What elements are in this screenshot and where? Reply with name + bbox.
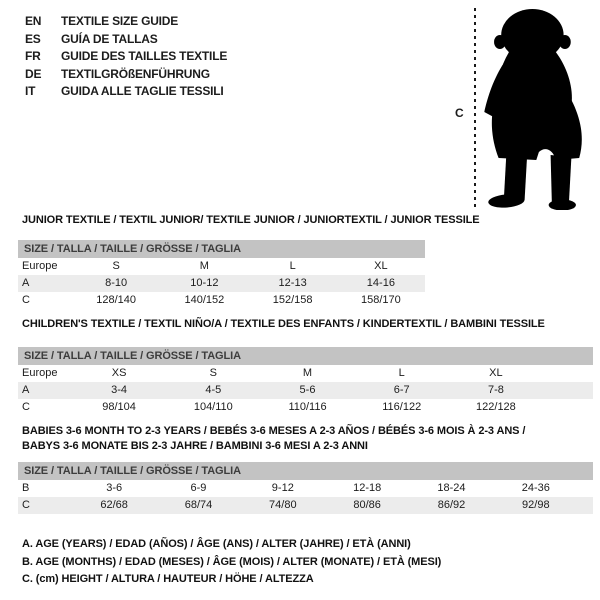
table-cell: XS: [111, 367, 127, 379]
table-cell: M: [302, 367, 313, 379]
language-row: [25, 83, 227, 101]
row-label: C: [22, 401, 30, 413]
table-cell: 92/98: [522, 499, 550, 511]
table-cell: 128/140: [96, 294, 136, 306]
size-header-bar: SIZE / TALLA / TAILLE / GRÖSSE / TAGLIA: [18, 240, 425, 258]
table-cell: 6-7: [393, 384, 410, 396]
language-title-block: [25, 13, 227, 101]
table-cell: 4-5: [205, 384, 222, 396]
language-title: TEXTILGRÖßENFÜHRUNG: [61, 66, 210, 81]
row-label: C: [22, 499, 30, 511]
table-cell: L: [398, 367, 405, 379]
section-title-junior: JUNIOR TEXTILE / TEXTIL JUNIOR/ TEXTILE JUNIOR / JUNIORTEXTIL / JUNIOR TESSILE: [22, 214, 480, 226]
size-header-bar: SIZE / TALLA / TAILLE / GRÖSSE / TAGLIA: [18, 347, 593, 365]
size-table-babies: [18, 462, 593, 514]
table-cell: 122/128: [476, 401, 516, 413]
table-cell: 5-6: [299, 384, 316, 396]
table-cell: 24-36: [521, 482, 550, 494]
table-cell: S: [112, 260, 120, 272]
footnote-legend: [22, 536, 441, 589]
table-row: [18, 365, 593, 382]
language-row: [25, 66, 227, 84]
row-label: B: [22, 482, 30, 494]
language-code: DE: [25, 66, 42, 81]
table-row: [18, 399, 593, 416]
table-cell: 62/68: [100, 499, 128, 511]
table-cell: 12-13: [278, 277, 307, 289]
table-cell: S: [209, 367, 217, 379]
language-row: [25, 48, 227, 66]
table-cell: 9-12: [271, 482, 294, 494]
baby-silhouette-icon: [483, 8, 587, 210]
language-code: IT: [25, 84, 36, 98]
table-cell: 8-10: [105, 277, 128, 289]
table-cell: 7-8: [487, 384, 504, 396]
table-cell: 104/110: [193, 401, 233, 413]
table-row: [18, 275, 425, 292]
table-row: [18, 382, 593, 399]
row-label: Europe: [22, 260, 58, 272]
language-title: TEXTILE SIZE GUIDE: [61, 14, 179, 28]
row-label: A: [22, 277, 30, 289]
height-measure-label: C: [455, 106, 464, 120]
table-cell: L: [289, 260, 296, 272]
table-cell: 98/104: [102, 401, 136, 413]
table-cell: 74/80: [269, 499, 297, 511]
table-cell: 152/158: [272, 294, 313, 306]
table-row: [18, 497, 593, 514]
section-title-children: CHILDREN'S TEXTILE / TEXTIL NIÑO/A / TEXTILE DES ENFANTS / KINDERTEXTIL / BAMBINI TESSILE: [22, 318, 545, 330]
height-measure-dotted-line: [474, 8, 476, 209]
table-cell: 110/116: [288, 401, 327, 413]
footnote-c: C. (cm) HEIGHT / ALTURA / HAUTEUR / HÖHE / ALTEZZA: [22, 573, 314, 585]
row-label: Europe: [22, 367, 58, 379]
table-row: [18, 480, 593, 497]
language-row: [25, 31, 227, 49]
language-title: GUIDA ALLE TAGLIE TESSILI: [61, 84, 224, 98]
table-cell: 3-6: [106, 482, 123, 494]
footnote-b: B. AGE (MONTHS) / EDAD (MESES) / ÂGE (MOIS) / ALTER (MONATE) / ETÀ (MESI): [22, 555, 442, 568]
language-code: EN: [25, 14, 42, 28]
table-row: [18, 292, 425, 309]
size-table-children: [18, 347, 593, 416]
language-code: FR: [25, 49, 41, 63]
table-cell: M: [199, 260, 209, 272]
language-title: GUIDE DES TAILLES TEXTILE: [61, 49, 228, 63]
row-label: A: [22, 384, 30, 396]
table-cell: 116/122: [382, 401, 422, 413]
table-cell: 158/170: [360, 294, 401, 306]
row-label: C: [22, 294, 30, 306]
table-cell: 3-4: [111, 384, 128, 396]
language-row: [25, 13, 227, 31]
footnote-a: A. AGE (YEARS) / EDAD (AÑOS) / ÂGE (ANS) / ALTER (JAHRE) / ETÀ (ANNI): [22, 538, 411, 550]
table-row: [18, 258, 425, 275]
table-cell: 68/74: [184, 499, 213, 511]
table-cell: 80/86: [353, 499, 381, 511]
table-cell: 10-12: [190, 277, 219, 289]
table-cell: XL: [489, 367, 503, 379]
table-cell: 12-18: [353, 482, 382, 494]
table-cell: 140/152: [184, 294, 225, 306]
size-table-junior: [18, 240, 425, 309]
table-cell: 6-9: [190, 482, 207, 494]
language-code: ES: [25, 31, 41, 46]
table-cell: 86/92: [437, 499, 466, 511]
table-cell: 18-24: [437, 482, 466, 494]
table-cell: 14-16: [366, 277, 395, 289]
section-title-babies: BABIES 3-6 MONTH TO 2-3 YEARS / BEBÉS 3-6 MESES A 2-3 AÑOS / BÉBÉS 3-6 MOIS À 2-3 ANS / BABYS 3-6 MONATE BIS 2-3 JAHRE / BAMBINI 3-6 MESI A 2-3 ANNI: [22, 425, 526, 452]
size-header-bar: SIZE / TALLA / TAILLE / GRÖSSE / TAGLIA: [18, 462, 593, 480]
language-title: GUÍA DE TALLAS: [61, 31, 158, 46]
table-cell: XL: [374, 260, 388, 272]
